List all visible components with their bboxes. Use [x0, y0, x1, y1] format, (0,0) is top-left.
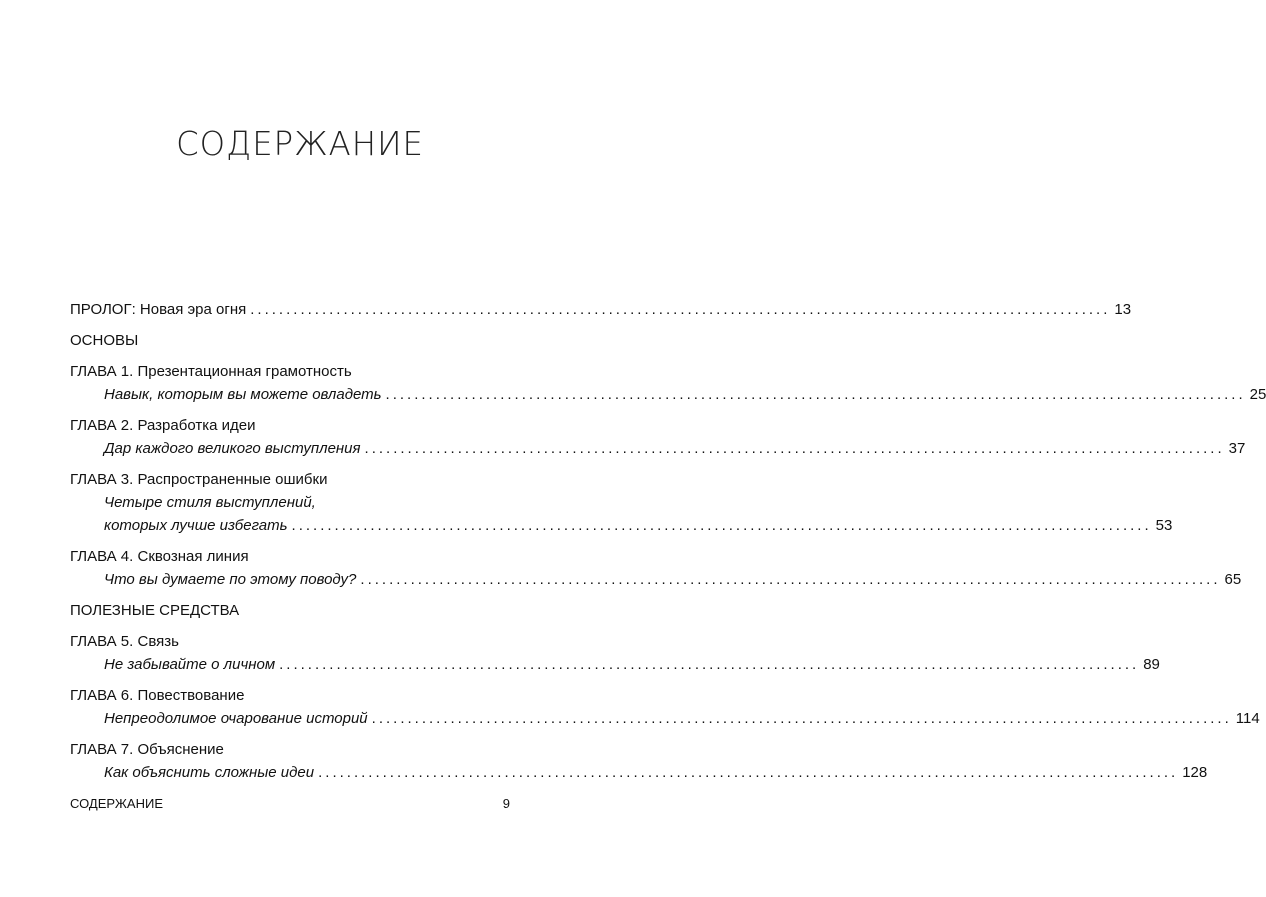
toc-entry-text: Как объяснить сложные идеи	[104, 764, 315, 781]
toc-entry	[70, 568, 1242, 591]
toc-page-number: 114	[1235, 710, 1260, 727]
toc-entry	[70, 383, 1266, 406]
page-title: СОДЕРЖАНИЕ	[176, 124, 424, 163]
toc-page-number: 13	[1114, 301, 1132, 318]
dot-leader: ........................................................................................................................	[279, 656, 1140, 673]
toc-entry-text: ГЛАВА 7. Объяснение	[70, 741, 224, 758]
toc-entry-text: Непреодолимое очарование историй	[104, 710, 368, 727]
toc-heading	[70, 630, 510, 653]
page-number: 9	[502, 796, 510, 811]
dot-leader: ........................................................................................................................	[360, 571, 1221, 588]
toc-heading	[70, 738, 510, 761]
toc-entry-text: Четыре стиля выступлений,	[104, 494, 316, 511]
toc-heading	[70, 491, 510, 514]
toc-entry-text: Не забывайте о личном	[104, 656, 276, 673]
table-of-contents	[70, 298, 1266, 784]
toc-entry-text: ГЛАВА 3. Распространенные ошибки	[70, 471, 328, 488]
toc-page-number: 53	[1155, 517, 1173, 534]
toc-entry	[70, 761, 1208, 784]
toc-page-number: 89	[1143, 656, 1160, 673]
dot-leader: ........................................................................................................................	[364, 440, 1225, 457]
toc-heading	[70, 545, 510, 568]
toc-entry	[70, 437, 1246, 460]
toc-heading	[70, 468, 510, 491]
toc-entry-text: Дар каждого великого выступления	[104, 440, 361, 457]
toc-entry-text: ОСНОВЫ	[70, 332, 139, 349]
dot-leader: ........................................................................................................................	[291, 517, 1152, 534]
toc-page-number: 128	[1182, 764, 1208, 781]
toc-heading	[70, 360, 510, 383]
dot-leader: ........................................................................................................................	[318, 764, 1179, 781]
dot-leader: ........................................................................................................................	[385, 386, 1246, 403]
toc-entry	[70, 707, 1260, 730]
toc-entry-text: ГЛАВА 2. Разработка идеи	[70, 417, 256, 434]
toc-page-number: 37	[1228, 440, 1246, 457]
toc-entry-text: ГЛАВА 1. Презентационная грамотность	[70, 363, 352, 380]
toc-entry	[70, 298, 1132, 321]
toc-entry-text: ГЛАВА 5. Связь	[70, 633, 179, 650]
toc-entry	[70, 653, 1160, 676]
toc-entry-text: ГЛАВА 6. Повествование	[70, 687, 245, 704]
toc-heading	[70, 684, 510, 707]
toc-entry-text: Навык, которым вы можете овладеть	[104, 386, 382, 403]
toc-entry-text: которых лучше избегать	[104, 517, 288, 534]
page-footer	[70, 796, 510, 811]
toc-entry-text: Что вы думаете по этому поводу?	[104, 571, 357, 588]
toc-entry-text: ПРОЛОГ: Новая эра огня	[70, 301, 247, 318]
toc-entry-text: ГЛАВА 4. Сквозная линия	[70, 548, 249, 565]
toc-heading	[70, 414, 510, 437]
dot-leader: ........................................................................................................................	[250, 301, 1111, 318]
toc-heading	[70, 329, 510, 352]
running-header: СОДЕРЖАНИЕ	[70, 796, 164, 811]
dot-leader: ........................................................................................................................	[371, 710, 1232, 727]
toc-page-number: 25	[1249, 386, 1266, 403]
toc-entry	[70, 514, 1173, 537]
toc-entry-text: ПОЛЕЗНЫЕ СРЕДСТВА	[70, 602, 240, 619]
toc-page-number: 65	[1224, 571, 1242, 588]
toc-heading	[70, 599, 510, 622]
